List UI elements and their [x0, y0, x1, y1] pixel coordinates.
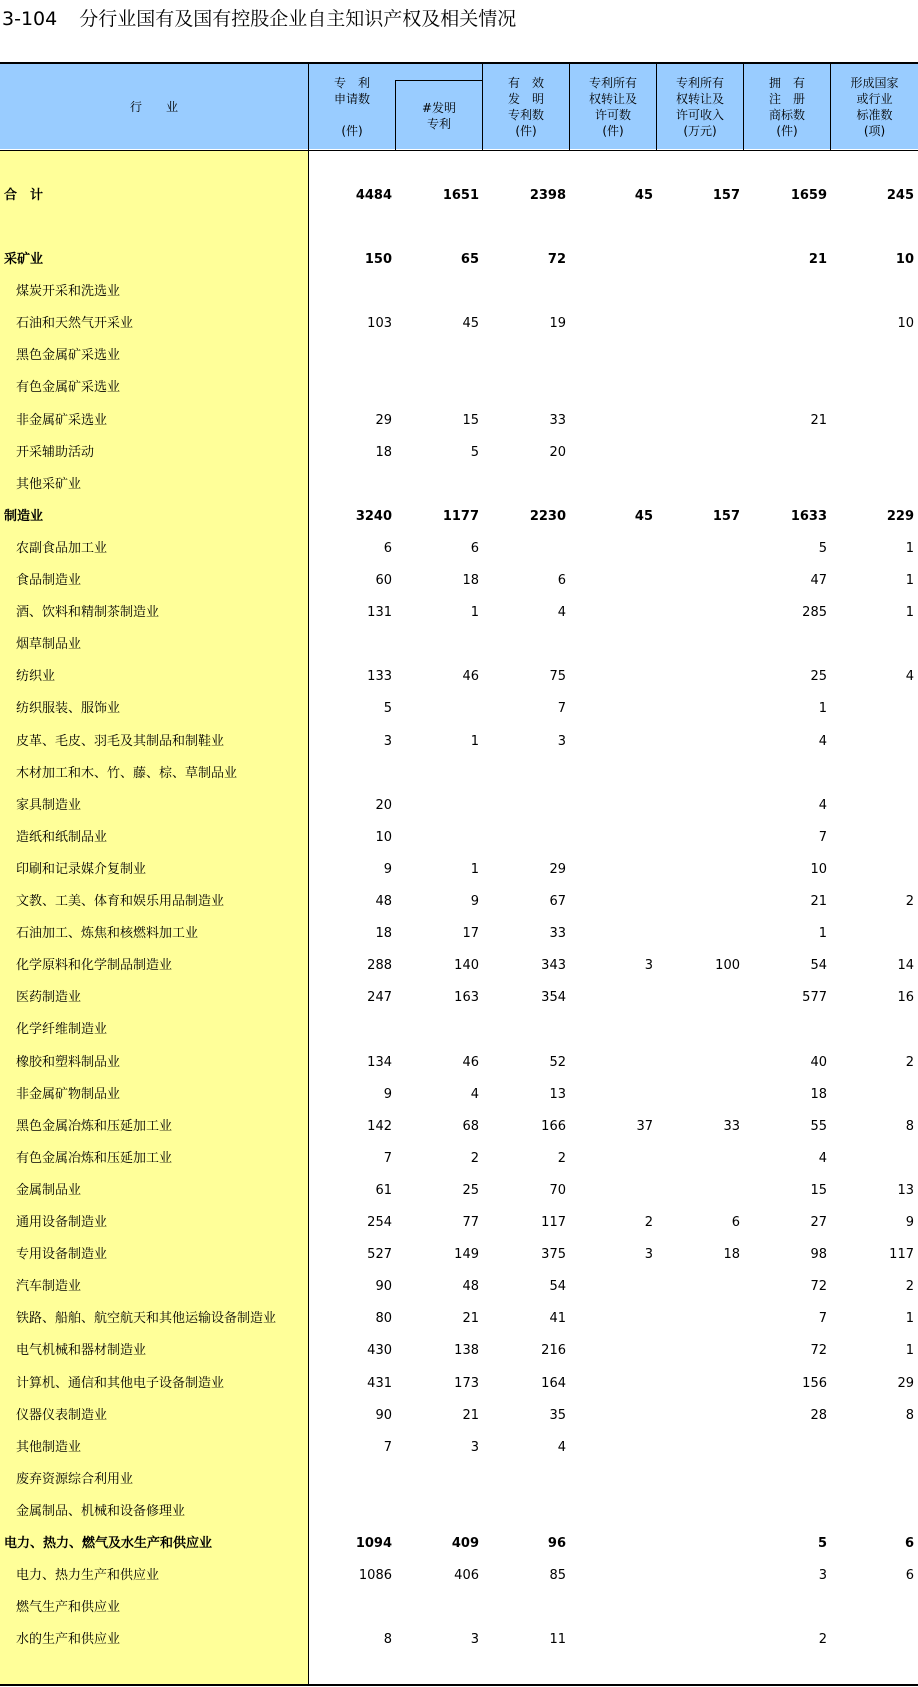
- table-row: [0, 1047, 918, 1079]
- table-row: [0, 629, 918, 661]
- row-value-cell: 5: [383, 701, 392, 717]
- table-row: [0, 533, 918, 565]
- table-row: [0, 1464, 918, 1496]
- row-industry-name: 铁路、船舶、航空航天和其他运输设备制造业: [16, 1311, 277, 1327]
- row-value-cell: 33: [549, 926, 566, 942]
- table-row: [0, 372, 918, 404]
- row-industry-name: 仪器仪表制造业: [16, 1407, 108, 1423]
- row-value-cell: 10: [375, 829, 392, 845]
- table-row: [0, 180, 918, 212]
- table-row: [0, 340, 918, 372]
- row-value-cell: 68: [462, 1118, 479, 1134]
- row-value-cell: 21: [810, 894, 827, 909]
- row-value-cell: 75: [549, 669, 566, 685]
- row-value-cell: 90: [375, 1407, 392, 1423]
- row-value-cell: 375: [541, 1247, 566, 1263]
- table-row: [0, 886, 918, 918]
- row-value-cell: 157: [712, 508, 740, 524]
- row-value-cell: 67: [549, 894, 566, 909]
- table-number: 3-104: [2, 8, 58, 30]
- table-row: [0, 1079, 918, 1111]
- row-value-cell: 7: [383, 1150, 392, 1166]
- row-industry-name: 纺织服装、服饰业: [16, 701, 121, 717]
- row-industry-name: 汽车制造业: [16, 1279, 82, 1295]
- row-value-cell: 216: [541, 1343, 566, 1359]
- table-row: [0, 790, 918, 822]
- row-value-cell: 72: [547, 252, 566, 267]
- table-row: [0, 1496, 918, 1528]
- row-value-cell: 149: [454, 1247, 479, 1263]
- table-row: [0, 1528, 918, 1560]
- row-value-cell: 406: [454, 1568, 479, 1584]
- row-value-cell: 10: [897, 316, 914, 332]
- header-standards-formed: 形成国家 或行业 标准数 (项): [850, 76, 899, 138]
- row-value-cell: 25: [810, 669, 827, 685]
- row-value-cell: 4: [557, 1439, 566, 1455]
- row-value-cell: 5: [470, 444, 479, 460]
- row-value-cell: 2: [905, 894, 914, 909]
- row-industry-name: 燃气生产和供应业: [16, 1600, 121, 1616]
- row-value-cell: 16: [897, 990, 914, 1006]
- table-row: [0, 661, 918, 693]
- row-value-cell: 18: [375, 926, 392, 942]
- table-row: [0, 276, 918, 308]
- row-value-cell: 15: [810, 1182, 827, 1198]
- row-value-cell: 1: [470, 605, 479, 621]
- row-value-cell: 6: [383, 540, 392, 556]
- row-value-cell: 21: [462, 1407, 479, 1423]
- row-value-cell: 18: [723, 1247, 740, 1263]
- table-row: [0, 501, 918, 533]
- table-row: [0, 1014, 918, 1046]
- row-value-cell: 430: [367, 1343, 392, 1359]
- table-row: [0, 1143, 918, 1175]
- row-value-cell: 117: [889, 1247, 914, 1263]
- row-value-cell: 131: [367, 605, 392, 621]
- row-value-cell: 103: [367, 316, 392, 332]
- row-value-cell: 18: [810, 1086, 827, 1102]
- row-value-cell: 1633: [790, 508, 827, 524]
- row-industry-name: 烟草制品业: [16, 637, 82, 653]
- row-value-cell: 2230: [529, 508, 566, 524]
- table-row: [0, 758, 918, 790]
- row-value-cell: 98: [810, 1247, 827, 1263]
- row-value-cell: 7: [557, 701, 566, 717]
- row-value-cell: 61: [375, 1182, 392, 1198]
- table-row: [0, 1271, 918, 1303]
- row-industry-name: 皮革、毛皮、羽毛及其制品和制鞋业: [16, 733, 225, 749]
- row-value-cell: 8: [383, 1632, 392, 1648]
- row-industry-name: 造纸和纸制品业: [16, 829, 108, 845]
- row-value-cell: 18: [462, 573, 479, 588]
- header-industry: 行 业: [129, 100, 178, 114]
- row-value-cell: 9: [383, 861, 392, 877]
- row-value-cell: 1094: [355, 1536, 392, 1551]
- row-value-cell: 60: [375, 573, 392, 588]
- row-industry-name: 化学原料和化学制品制造业: [16, 958, 173, 974]
- row-value-cell: 1: [905, 1311, 914, 1327]
- row-value-cell: 409: [451, 1536, 479, 1551]
- table-row: [0, 1592, 918, 1624]
- row-value-cell: 163: [454, 990, 479, 1006]
- row-industry-name: 电力、热力生产和供应业: [16, 1568, 160, 1584]
- row-value-cell: 6: [557, 573, 566, 588]
- row-industry-name: 其他制造业: [16, 1439, 82, 1455]
- table-row: [0, 693, 918, 725]
- row-industry-name: 水的生产和供应业: [16, 1632, 121, 1648]
- row-value-cell: 33: [723, 1118, 740, 1134]
- row-industry-name: 石油加工、炼焦和核燃料加工业: [16, 926, 199, 942]
- row-value-cell: 18: [375, 444, 392, 460]
- row-value-cell: 8: [905, 1407, 914, 1423]
- table-row: [0, 1239, 918, 1271]
- row-value-cell: 90: [375, 1279, 392, 1295]
- row-industry-name: 制造业: [4, 508, 44, 524]
- row-value-cell: 577: [802, 990, 827, 1006]
- row-industry-name: 农副食品加工业: [16, 540, 108, 556]
- row-value-cell: 7: [818, 829, 827, 845]
- row-value-cell: 2: [644, 1215, 653, 1230]
- row-value-cell: 45: [462, 316, 479, 332]
- row-value-cell: 48: [462, 1279, 479, 1295]
- row-value-cell: 1: [905, 573, 914, 588]
- header-invention-patents: #发明 专利: [421, 100, 457, 131]
- row-industry-name: 通用设备制造业: [16, 1215, 108, 1230]
- row-value-cell: 28: [810, 1407, 827, 1423]
- row-value-cell: 47: [810, 573, 827, 588]
- row-value-cell: 13: [549, 1086, 566, 1102]
- row-industry-name: 酒、饮料和精制茶制造业: [16, 605, 160, 621]
- row-value-cell: 3: [644, 1247, 653, 1263]
- table-row: [0, 1111, 918, 1143]
- row-value-cell: 3240: [355, 508, 392, 524]
- row-value-cell: 527: [367, 1247, 392, 1263]
- table-bottom-rule: [0, 1684, 918, 1686]
- row-value-cell: 1: [905, 540, 914, 556]
- row-value-cell: 117: [541, 1215, 566, 1230]
- table-row: [0, 854, 918, 886]
- row-industry-name: 文教、工美、体育和娱乐用品制造业: [16, 894, 225, 909]
- row-value-cell: 52: [549, 1054, 566, 1070]
- row-value-cell: 15: [462, 412, 479, 428]
- row-value-cell: 2398: [529, 188, 566, 203]
- row-value-cell: 37: [636, 1118, 653, 1134]
- row-value-cell: 20: [375, 797, 392, 813]
- table-row: [0, 982, 918, 1014]
- row-value-cell: 5: [818, 540, 827, 556]
- table-row: [0, 565, 918, 597]
- row-value-cell: 45: [634, 188, 653, 203]
- row-value-cell: 140: [454, 958, 479, 974]
- row-value-cell: 80: [375, 1311, 392, 1327]
- row-value-cell: 1: [905, 1343, 914, 1359]
- row-value-cell: 173: [454, 1375, 479, 1391]
- row-value-cell: 157: [712, 188, 740, 203]
- table-title-text: 分行业国有及国有控股企业自主知识产权及相关情况: [79, 8, 517, 30]
- row-value-cell: 9: [470, 894, 479, 909]
- row-value-cell: 9: [905, 1215, 914, 1230]
- row-value-cell: 166: [541, 1118, 566, 1134]
- row-value-cell: 46: [462, 669, 479, 685]
- row-value-cell: 3: [470, 1439, 479, 1455]
- row-value-cell: 2: [557, 1150, 566, 1166]
- row-value-cell: 2: [905, 1054, 914, 1070]
- table-row: [0, 1368, 918, 1400]
- row-value-cell: 4484: [355, 188, 392, 203]
- row-industry-name: 非金属矿物制品业: [16, 1086, 121, 1102]
- table-row: [0, 437, 918, 469]
- row-value-cell: 7: [818, 1311, 827, 1327]
- row-industry-name: 黑色金属矿采选业: [16, 348, 121, 364]
- data-table: [0, 62, 918, 1687]
- row-value-cell: 4: [818, 797, 827, 813]
- row-value-cell: 1: [818, 701, 827, 717]
- row-value-cell: 3: [557, 733, 566, 749]
- row-value-cell: 100: [715, 958, 740, 974]
- row-value-cell: 247: [367, 990, 392, 1006]
- row-value-cell: 1651: [442, 188, 479, 203]
- row-value-cell: 70: [549, 1182, 566, 1198]
- row-industry-name: 印刷和记录媒介复制业: [16, 861, 147, 877]
- row-industry-name: 纺织业: [16, 669, 56, 685]
- table-row: [0, 822, 918, 854]
- table-row: [0, 950, 918, 982]
- row-value-cell: 54: [549, 1279, 566, 1295]
- row-value-cell: 35: [549, 1407, 566, 1423]
- row-value-cell: 354: [541, 990, 566, 1006]
- row-value-cell: 41: [549, 1311, 566, 1327]
- row-value-cell: 1: [905, 605, 914, 621]
- table-row: [0, 1400, 918, 1432]
- row-value-cell: 29: [549, 861, 566, 877]
- row-value-cell: 431: [367, 1375, 392, 1391]
- table-row: [0, 405, 918, 437]
- row-industry-name: 家具制造业: [16, 797, 82, 813]
- row-value-cell: 2: [905, 1279, 914, 1295]
- row-value-cell: 72: [810, 1343, 827, 1359]
- row-industry-name: 木材加工和木、竹、藤、棕、草制品业: [16, 765, 238, 781]
- header-patent-transfer-income: 专利所有 权转让及 许可收入 (万元): [675, 76, 724, 138]
- row-value-cell: 288: [367, 958, 392, 974]
- row-industry-name: 有色金属矿采选业: [16, 380, 121, 396]
- table-row: [0, 597, 918, 629]
- row-value-cell: 2: [818, 1632, 827, 1648]
- table-row: [0, 1432, 918, 1464]
- header-patent-applications: 专 利 申请数 (件): [333, 76, 370, 138]
- row-value-cell: 4: [557, 605, 566, 621]
- row-value-cell: 134: [367, 1054, 392, 1070]
- row-value-cell: 4: [818, 1150, 827, 1166]
- row-value-cell: 3: [383, 733, 392, 749]
- row-value-cell: 1086: [358, 1568, 392, 1584]
- row-value-cell: 3: [644, 958, 653, 974]
- row-value-cell: 1659: [790, 188, 827, 203]
- row-value-cell: 10: [895, 252, 914, 267]
- row-industry-name: 电气机械和器材制造业: [16, 1343, 147, 1359]
- row-industry-name: 专用设备制造业: [16, 1247, 108, 1263]
- row-industry-name: 医药制造业: [16, 990, 82, 1006]
- row-industry-name: 食品制造业: [16, 573, 82, 588]
- row-value-cell: 25: [462, 1182, 479, 1198]
- table-row: [0, 1303, 918, 1335]
- row-value-cell: 77: [462, 1215, 479, 1230]
- table-row: [0, 918, 918, 950]
- table-title: [2, 4, 516, 34]
- row-industry-name: 合 计: [4, 188, 44, 203]
- row-value-cell: 229: [886, 508, 914, 524]
- row-value-cell: 72: [810, 1279, 827, 1295]
- row-value-cell: 4: [818, 733, 827, 749]
- row-value-cell: 343: [541, 958, 566, 974]
- row-value-cell: 150: [364, 252, 392, 267]
- row-value-cell: 1: [470, 733, 479, 749]
- row-value-cell: 6: [731, 1215, 740, 1230]
- row-value-cell: 14: [897, 958, 914, 974]
- row-industry-name: 其他采矿业: [16, 476, 82, 492]
- row-value-cell: 7: [383, 1439, 392, 1455]
- row-industry-name: 有色金属冶炼和压延加工业: [16, 1150, 173, 1166]
- row-value-cell: 21: [810, 412, 827, 428]
- row-value-cell: 3: [470, 1632, 479, 1648]
- row-industry-name: 开采辅助活动: [16, 444, 95, 460]
- row-value-cell: 11: [549, 1632, 566, 1648]
- row-value-cell: 29: [375, 412, 392, 428]
- row-value-cell: 29: [897, 1375, 914, 1391]
- table-row: [0, 1175, 918, 1207]
- row-value-cell: 156: [802, 1375, 827, 1391]
- header-patent-transfers: 专利所有 权转让及 许可数 (件): [588, 76, 637, 138]
- row-value-cell: 54: [810, 958, 827, 974]
- table-row: [0, 469, 918, 501]
- row-value-cell: 4: [470, 1086, 479, 1102]
- row-value-cell: 133: [367, 669, 392, 685]
- row-value-cell: 164: [541, 1375, 566, 1391]
- row-industry-name: 化学纤维制造业: [16, 1022, 108, 1038]
- row-industry-name: 黑色金属冶炼和压延加工业: [16, 1118, 173, 1134]
- row-value-cell: 33: [549, 412, 566, 428]
- row-value-cell: 17: [462, 926, 479, 942]
- row-value-cell: 6: [905, 1568, 914, 1584]
- row-value-cell: 21: [462, 1311, 479, 1327]
- table-row: [0, 1335, 918, 1367]
- row-value-cell: 1177: [442, 508, 479, 524]
- row-value-cell: 55: [810, 1118, 827, 1134]
- header-registered-trademarks: 拥 有 注 册 商标数 (件): [768, 76, 805, 138]
- row-value-cell: 85: [549, 1568, 566, 1584]
- row-industry-name: 废弃资源综合利用业: [16, 1471, 134, 1487]
- row-value-cell: 27: [810, 1215, 827, 1230]
- row-value-cell: 9: [383, 1086, 392, 1102]
- row-industry-name: 煤炭开采和洗选业: [16, 284, 121, 300]
- row-value-cell: 65: [460, 252, 479, 267]
- row-value-cell: 21: [808, 252, 827, 267]
- row-industry-name: 石油和天然气开采业: [16, 316, 134, 332]
- row-value-cell: 138: [454, 1343, 479, 1359]
- row-value-cell: 45: [634, 508, 653, 524]
- row-value-cell: 8: [905, 1118, 914, 1134]
- row-industry-name: 橡胶和塑料制品业: [16, 1054, 121, 1070]
- row-value-cell: 6: [470, 540, 479, 556]
- row-industry-name: 非金属矿采选业: [16, 412, 108, 428]
- header-valid-invention-patents: 有 效 发 明 专利数 (件): [507, 76, 544, 138]
- table-row: [0, 1624, 918, 1656]
- table-row: [0, 244, 918, 276]
- row-industry-name: 计算机、通信和其他电子设备制造业: [16, 1375, 225, 1391]
- row-value-cell: 40: [810, 1054, 827, 1070]
- row-value-cell: 4: [905, 669, 914, 685]
- row-value-cell: 48: [375, 894, 392, 909]
- row-value-cell: 142: [367, 1118, 392, 1134]
- row-value-cell: 10: [810, 861, 827, 877]
- row-value-cell: 2: [470, 1150, 479, 1166]
- row-industry-name: 金属制品业: [16, 1182, 82, 1198]
- table-row: [0, 1560, 918, 1592]
- row-value-cell: 96: [547, 1536, 566, 1551]
- row-value-cell: 13: [897, 1182, 914, 1198]
- row-industry-name: 金属制品、机械和设备修理业: [16, 1503, 186, 1519]
- row-industry-name: 电力、热力、燃气及水生产和供应业: [4, 1536, 213, 1551]
- row-value-cell: 245: [886, 188, 914, 203]
- row-industry-name: 采矿业: [4, 252, 44, 267]
- row-value-cell: 1: [818, 926, 827, 942]
- row-value-cell: 6: [904, 1536, 914, 1551]
- table-row: [0, 1207, 918, 1239]
- row-value-cell: 19: [549, 316, 566, 332]
- row-value-cell: 5: [817, 1536, 827, 1551]
- header-divider: [0, 150, 918, 151]
- row-value-cell: 254: [367, 1215, 392, 1230]
- row-value-cell: 1: [470, 861, 479, 877]
- row-value-cell: 20: [549, 444, 566, 460]
- row-value-cell: 3: [818, 1568, 827, 1584]
- table-row: [0, 726, 918, 758]
- row-value-cell: 285: [802, 605, 827, 621]
- table-row: [0, 308, 918, 340]
- row-value-cell: 46: [462, 1054, 479, 1070]
